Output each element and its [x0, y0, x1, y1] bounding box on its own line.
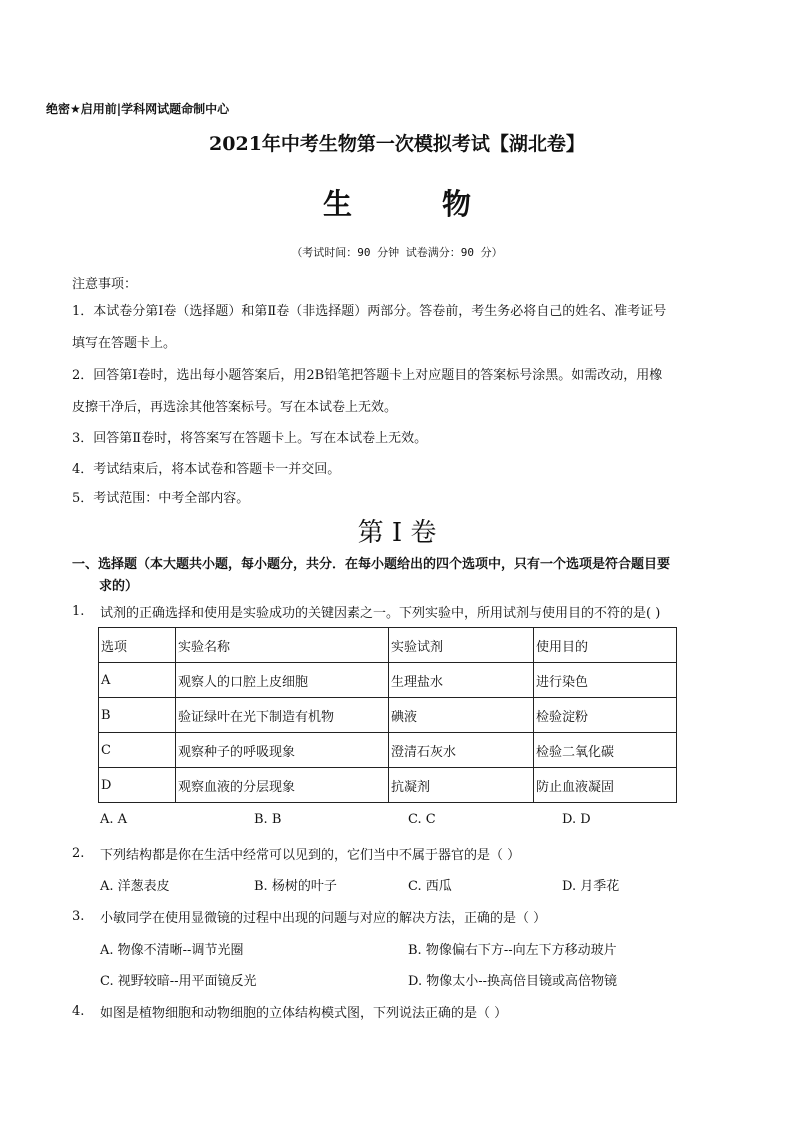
experiment-table — [98, 627, 677, 803]
table-cell: C — [99, 733, 176, 768]
note-line: 1．本试卷分第Ⅰ卷（选择题）和第Ⅱ卷（非选择题）两部分。答卷前，考生务必将自己的姓名、准考证号 — [72, 304, 667, 319]
table-cell: 防止血液凝固 — [534, 768, 677, 803]
note-line: 2．回答第Ⅰ卷时，选出每小题答案后，用2B铅笔把答题卡上对应题目的答案标号涂黑。如需改动，用橡 — [72, 368, 663, 383]
option-a: A. A — [100, 812, 128, 827]
table-cell: 检验二氧化碳 — [534, 733, 677, 768]
note-line: 皮擦干净后，再选涂其他答案标号。写在本试卷上无效。 — [72, 400, 398, 415]
option-d: D. 物像太小--换高倍目镜或高倍物镜 — [408, 974, 618, 989]
question-number: 2. — [72, 846, 85, 861]
option-c: C. C — [408, 812, 436, 827]
table-cell: 抗凝剂 — [389, 768, 534, 803]
question-text: 如图是植物细胞和动物细胞的立体结构模式图，下列说法正确的是（ ） — [100, 1006, 508, 1021]
subject-title: 生 物 — [322, 187, 512, 221]
option-a: A. 洋葱表皮 — [100, 879, 170, 894]
option-c: C. 西瓜 — [408, 879, 452, 894]
option-a: A. 物像不清晰--调节光圈 — [100, 943, 244, 958]
table-row — [99, 768, 677, 803]
table-cell: D — [99, 768, 176, 803]
table-header-cell: 使用目的 — [534, 628, 677, 663]
question-text: 小敏同学在使用显微镜的过程中出现的问题与对应的解决方法，正确的是（ ） — [100, 911, 547, 926]
table-cell: 检验淀粉 — [534, 698, 677, 733]
table-row — [99, 663, 677, 698]
table-cell: 观察人的口腔上皮细胞 — [176, 663, 389, 698]
table-cell: 碘液 — [389, 698, 534, 733]
question-text: 下列结构都是你在生活中经常可以见到的，它们当中不属于器官的是（ ） — [100, 848, 521, 863]
table-cell: A — [99, 663, 176, 698]
table-cell: 生理盐水 — [389, 663, 534, 698]
option-b: B. B — [254, 812, 282, 827]
table-cell: 澄清石灰水 — [389, 733, 534, 768]
option-c: C. 视野较暗--用平面镜反光 — [100, 974, 257, 989]
table-cell: B — [99, 698, 176, 733]
notes-title: 注意事项： — [72, 277, 138, 292]
exam-info: （考试时间：90 分钟 试卷满分：90 分） — [291, 246, 503, 259]
confidential-label: 绝密★启用前|学科网试题命制中心 — [46, 102, 230, 116]
option-d: D. 月季花 — [562, 879, 620, 894]
table-row — [99, 698, 677, 733]
question-number: 3. — [72, 909, 85, 924]
table-cell: 验证绿叶在光下制造有机物 — [176, 698, 389, 733]
table-header-cell: 实验名称 — [176, 628, 389, 663]
table-header-cell: 选项 — [99, 628, 176, 663]
note-line: 4．考试结束后，将本试卷和答题卡一并交回。 — [72, 462, 341, 477]
note-line: 5．考试范围：中考全部内容。 — [72, 491, 250, 506]
note-line: 3．回答第Ⅱ卷时，将答案写在答题卡上。写在本试卷上无效。 — [72, 431, 428, 446]
option-b: B. 杨树的叶子 — [254, 879, 337, 894]
section-heading: 第 I 卷 — [357, 518, 437, 548]
part-heading-continued: 求的） — [99, 579, 139, 594]
question-text: 试剂的正确选择和使用是实验成功的关键因素之一。下列实验中，所用试剂与使用目的不符的是( ) — [100, 606, 661, 621]
option-b: B. 物像偏右下方--向左下方移动玻片 — [408, 943, 617, 958]
question-number: 4. — [72, 1004, 85, 1019]
table-row — [99, 733, 677, 768]
table-header-row — [99, 628, 677, 663]
table-cell: 观察种子的呼吸现象 — [176, 733, 389, 768]
exam-title: 2021年中考生物第一次模拟考试【湖北卷】 — [209, 133, 585, 155]
part-heading: 一、选择题（本大题共小题，每小题分，共分．在每小题给出的四个选项中，只有一个选项是符合题目要 — [72, 557, 671, 572]
table-cell: 进行染色 — [534, 663, 677, 698]
note-line: 填写在答题卡上。 — [72, 336, 177, 351]
question-number: 1. — [72, 604, 85, 619]
option-d: D. D — [562, 812, 591, 827]
table-header-cell: 实验试剂 — [389, 628, 534, 663]
table-cell: 观察血液的分层现象 — [176, 768, 389, 803]
